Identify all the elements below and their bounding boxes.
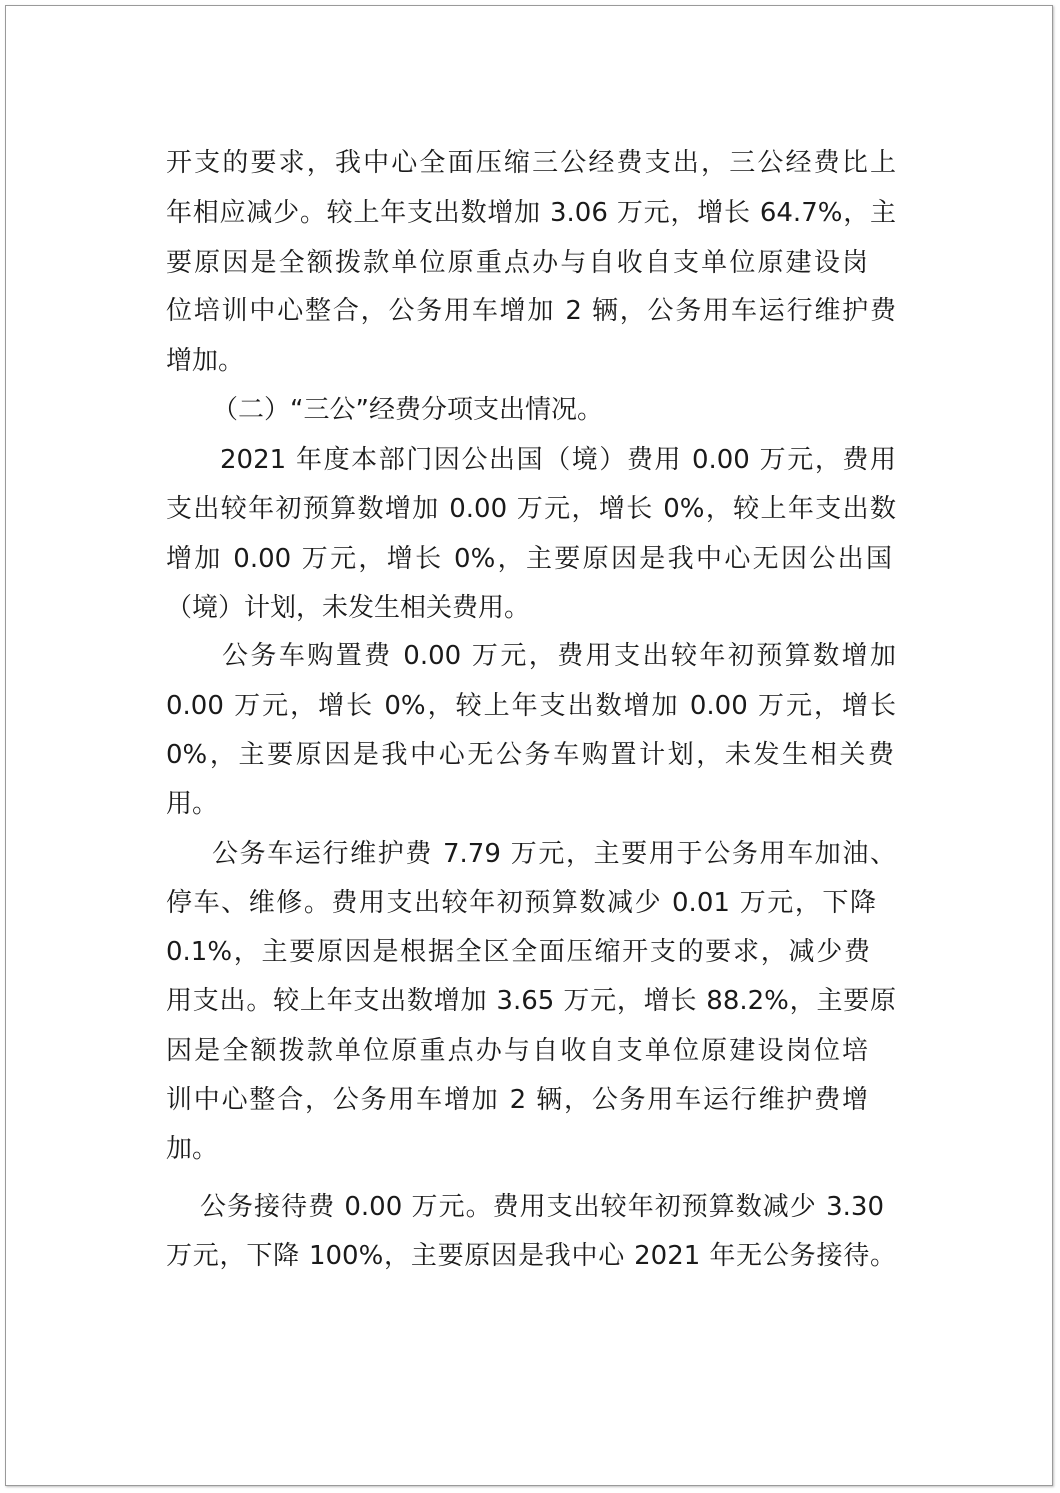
text-line-8: 支出较年初预算数增加 0.00 万元，增长 0%，较上年支出数	[166, 494, 896, 524]
text-line-12: 0.00 万元，增长 0%，较上年支出数增加 0.00 万元，增长	[166, 691, 896, 721]
text-line-10: （境）计划，未发生相关费用。	[166, 593, 531, 623]
text-line-22: 公务接待费 0.00 万元。费用支出较年初预算数减少 3.30	[200, 1192, 884, 1222]
text-line-5: 增加。	[166, 346, 245, 376]
text-line-11: 公务车购置费 0.00 万元，费用支出较年初预算数增加	[222, 641, 896, 671]
text-line-9: 增加 0.00 万元，增长 0%，主要原因是我中心无因公出国	[166, 544, 892, 574]
text-line-7: 2021 年度本部门因公出国（境）费用 0.00 万元，费用	[220, 445, 896, 475]
text-line-20: 训中心整合，公务用车增加 2 辆，公务用车运行维护费增	[166, 1085, 868, 1115]
text-line-17: 0.1%，主要原因是根据全区全面压缩开支的要求，减少费	[166, 937, 870, 967]
section-heading: （二）“三公”经费分项支出情况。	[212, 395, 603, 425]
text-line-21: 加。	[166, 1134, 219, 1164]
text-line-13: 0%，主要原因是我中心无公务车购置计划，未发生相关费	[166, 740, 894, 770]
text-line-1: 开支的要求，我中心全面压缩三公经费支出，三公经费比上	[166, 148, 896, 178]
text-line-23: 万元，下降 100%，主要原因是我中心 2021 年无公务接待。	[166, 1241, 896, 1271]
text-line-14: 用。	[166, 789, 219, 819]
text-line-19: 因是全额拨款单位原重点办与自收自支单位原建设岗位培	[166, 1036, 868, 1066]
text-line-2: 年相应减少。较上年支出数增加 3.06 万元，增长 64.7%，主	[166, 198, 896, 228]
text-line-18: 用支出。较上年支出数增加 3.65 万元，增长 88.2%，主要原	[166, 986, 896, 1016]
text-line-4: 位培训中心整合，公务用车增加 2 辆，公务用车运行维护费	[166, 296, 896, 326]
text-line-3: 要原因是全额拨款单位原重点办与自收自支单位原建设岗	[166, 248, 868, 278]
text-line-15: 公务车运行维护费 7.79 万元，主要用于公务用车加油、	[212, 839, 896, 869]
text-line-16: 停车、维修。费用支出较年初预算数减少 0.01 万元，下降	[166, 888, 876, 918]
